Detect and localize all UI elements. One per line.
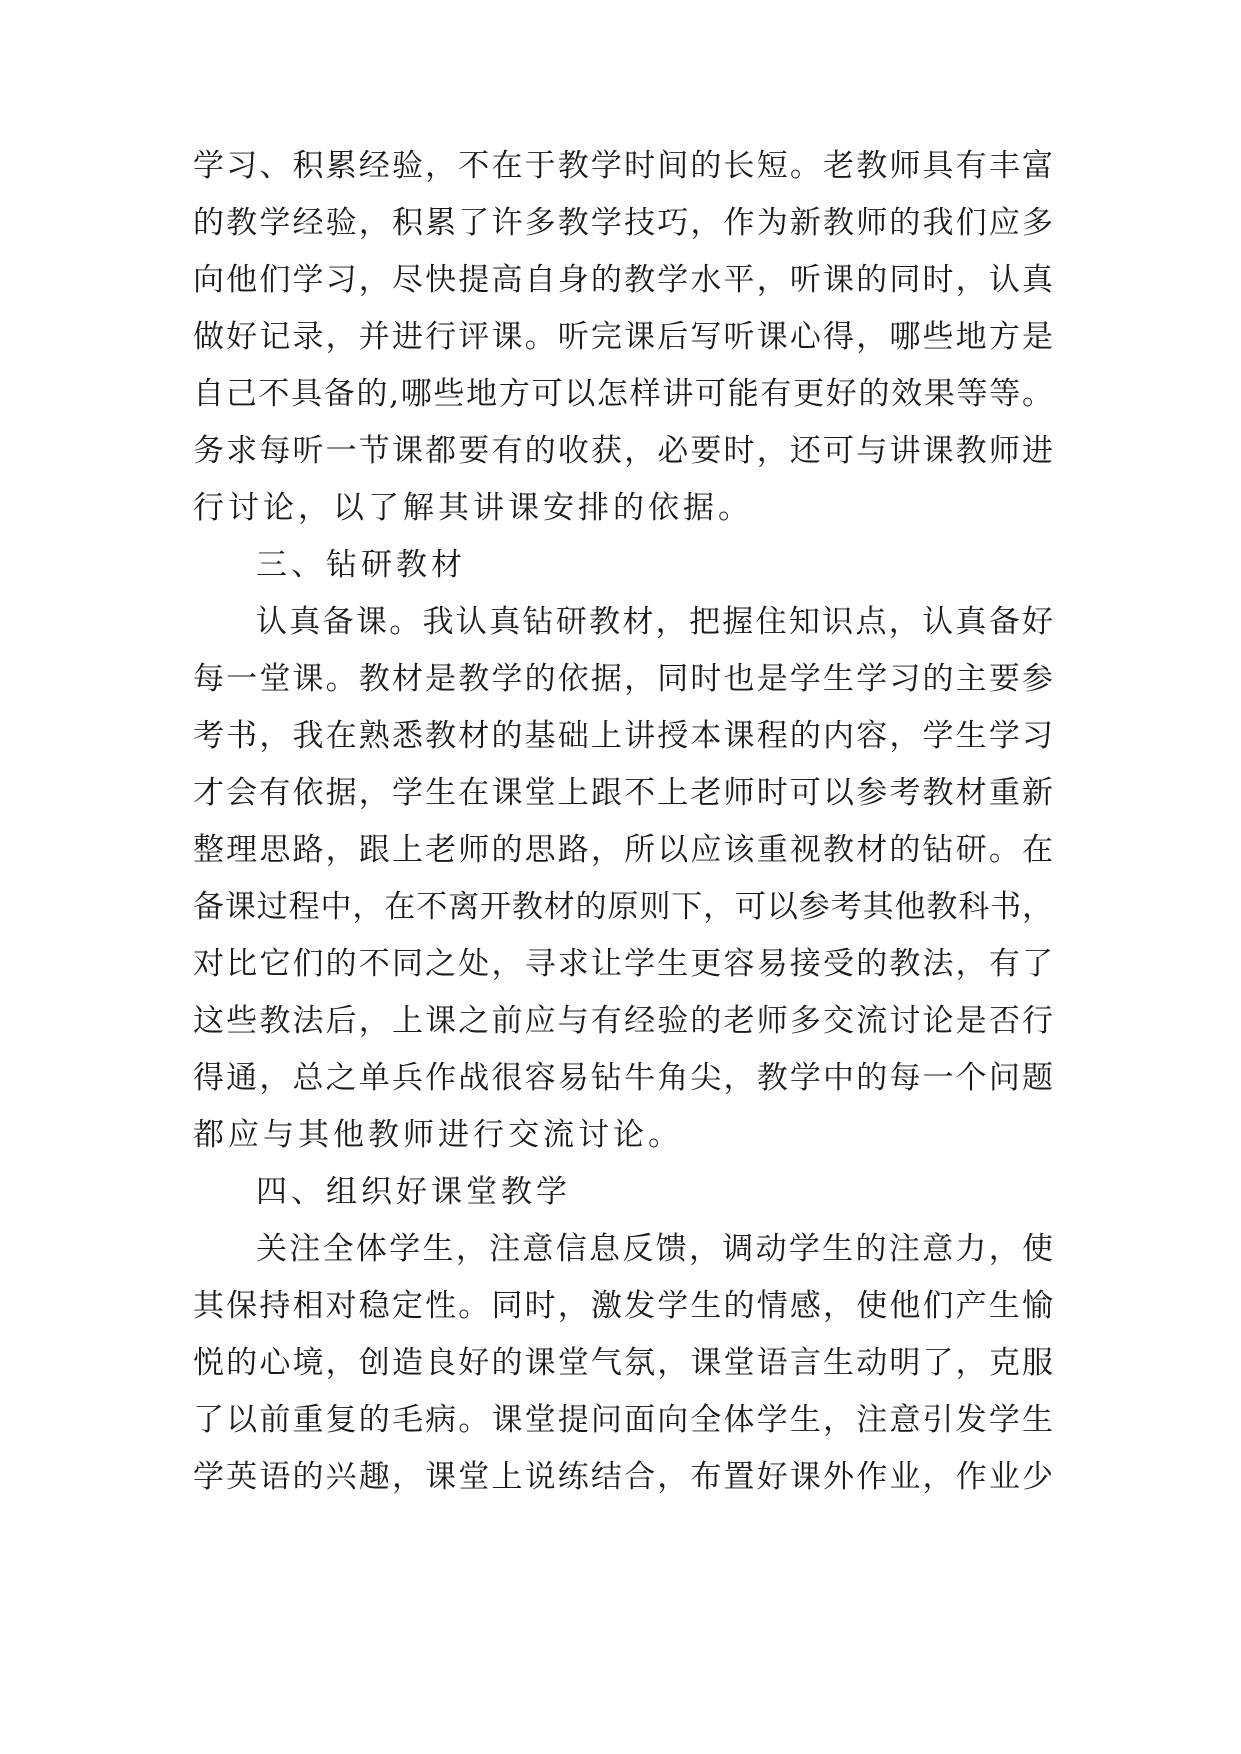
text-line: 对比它们的不同之处，寻求让学生更容易接受的教法，有了: [193, 946, 1053, 982]
text-line: 备课过程中，在不离开教材的原则下，可以参考其他教科书，: [193, 889, 1053, 925]
text-line: 了以前重复的毛病。课堂提问面向全体学生，注意引发学生: [193, 1402, 1053, 1438]
text-line: 关注全体学生，注意信息反馈，调动学生的注意力，使: [256, 1231, 1053, 1267]
text-line: 其保持相对稳定性。同时，激发学生的情感，使他们产生愉: [193, 1288, 1053, 1324]
text-line: 认真备课。我认真钻研教材，把握住知识点，认真备好: [256, 604, 1053, 640]
text-line: 整理思路，跟上老师的思路，所以应该重视教材的钻研。在: [193, 832, 1053, 868]
text-line: 自己不具备的,哪些地方可以怎样讲可能有更好的效果等等。: [193, 376, 1053, 412]
text-line: 行讨论，以了解其讲课安排的依据。: [193, 490, 753, 526]
text-line: 这些教法后，上课之前应与有经验的老师多交流讨论是否行: [193, 1003, 1053, 1039]
text-line: 做好记录，并进行评课。听完课后写听课心得，哪些地方是: [193, 319, 1053, 355]
text-line: 向他们学习，尽快提高自身的教学水平，听课的同时，认真: [193, 262, 1053, 298]
text-line: 务求每听一节课都要有的收获，必要时，还可与讲课教师进: [193, 433, 1053, 469]
text-line: 都应与其他教师进行交流讨论。: [193, 1117, 683, 1153]
text-line: 才会有依据，学生在课堂上跟不上老师时可以参考教材重新: [193, 775, 1053, 811]
section-heading: 三、钻研教材: [256, 547, 466, 583]
text-line: 的教学经验，积累了许多教学技巧，作为新教师的我们应多: [193, 205, 1053, 241]
text-line: 考书，我在熟悉教材的基础上讲授本课程的内容，学生学习: [193, 718, 1053, 754]
section-heading: 四、组织好课堂教学: [256, 1174, 571, 1210]
text-line: 悦的心境，创造良好的课堂气氛，课堂语言生动明了，克服: [193, 1345, 1053, 1381]
text-line: 得通，总之单兵作战很容易钻牛角尖，教学中的每一个问题: [193, 1060, 1053, 1096]
text-line: 学英语的兴趣，课堂上说练结合，布置好课外作业，作业少: [193, 1459, 1053, 1495]
text-line: 每一堂课。教材是教学的依据，同时也是学生学习的主要参: [193, 661, 1053, 697]
text-line: 学习、积累经验，不在于教学时间的长短。老教师具有丰富: [193, 148, 1053, 184]
